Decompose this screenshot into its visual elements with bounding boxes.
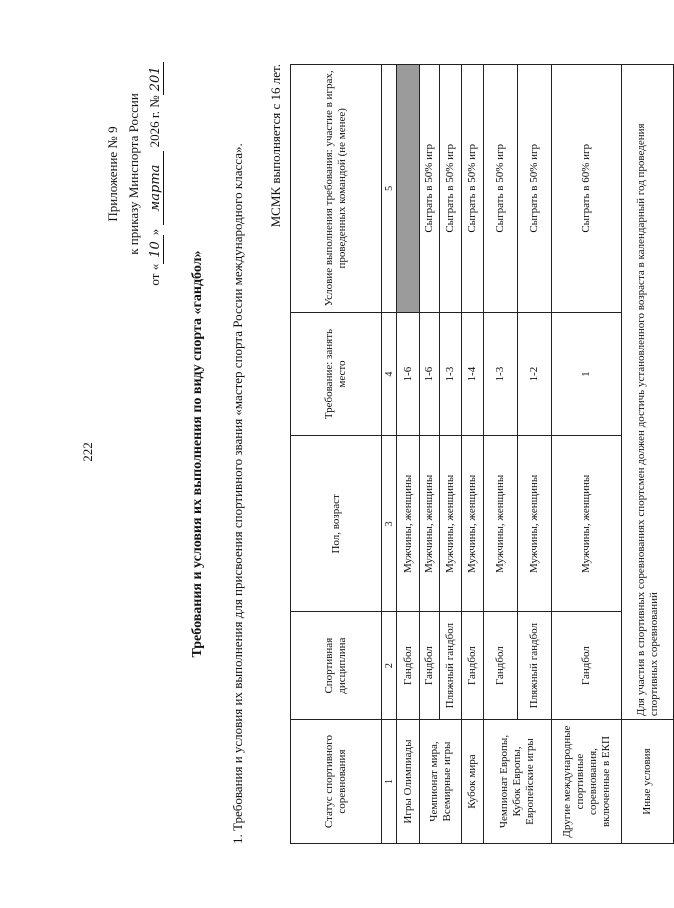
status-cell: Чемпионат мира, Всемирные игры	[420, 720, 462, 844]
header-cell: Пол, возраст	[291, 436, 382, 612]
place-cell: 1-2	[518, 312, 552, 436]
condition-cell: Сыграть в 50% игр	[440, 65, 462, 313]
column-number: 3	[382, 436, 397, 612]
condition-cell: Сыграть в 50% игр	[462, 65, 484, 313]
table-row-other-conditions	[622, 65, 674, 844]
status-cell: Чемпионат Европы, Кубок Европы, Европейские игры	[484, 720, 552, 844]
date-prefix: от «	[147, 263, 162, 286]
place-cell: 1-3	[440, 312, 462, 436]
sex-age-cell: Мужчины, женщины	[518, 436, 552, 612]
sex-age-cell: Мужчины, женщины	[440, 436, 462, 612]
status-cell: Другие международные спортивные соревнования, включенные в ЕКП	[552, 720, 622, 844]
age-note: МСМК выполняется с 16 лет.	[268, 64, 283, 228]
column-number: 1	[382, 720, 397, 844]
table-row	[552, 65, 622, 844]
discipline-cell: Гандбол	[420, 612, 440, 720]
document-title: Требования и условия их выполнения по виду спорта «гандбол»	[190, 250, 205, 658]
sex-age-cell: Мужчины, женщины	[397, 436, 420, 612]
discipline-cell: Пляжный гандбол	[518, 612, 552, 720]
place-cell: 1	[552, 312, 622, 436]
appendix-header	[102, 24, 165, 324]
other-conditions-label: Иные условия	[622, 720, 674, 844]
condition-cell: Сыграть в 50% игр	[518, 65, 552, 313]
appendix-date-line	[144, 24, 165, 324]
table-row	[397, 65, 420, 844]
table-header-row	[291, 65, 382, 844]
place-cell: 1-6	[397, 312, 420, 436]
discipline-cell: Гандбол	[484, 612, 518, 720]
appendix-order-ref: к приказу Минспорта России	[126, 93, 141, 255]
sex-age-cell: Мужчины, женщины	[484, 436, 518, 612]
column-number: 4	[382, 312, 397, 436]
column-number: 2	[382, 612, 397, 720]
date-year: 2026 г. №	[147, 95, 162, 148]
place-cell: 1-6	[420, 312, 440, 436]
discipline-cell: Гандбол	[397, 612, 420, 720]
date-day-handwritten: 10	[148, 235, 164, 264]
table-number-row	[382, 65, 397, 844]
sex-age-cell: Мужчины, женщины	[552, 436, 622, 612]
sex-age-cell: Мужчины, женщины	[462, 436, 484, 612]
header-cell: Спортивная дисциплина	[291, 612, 382, 720]
column-number: 5	[382, 65, 397, 313]
order-number-handwritten: 201	[148, 62, 164, 95]
date-month-handwritten: марта	[148, 151, 164, 226]
rotated-content	[40, 24, 660, 884]
discipline-cell: Гандбол	[462, 612, 484, 720]
header-cell: Условие выполнения требования: участие в играх, проведенных командой (не менее)	[291, 65, 382, 313]
discipline-cell: Гандбол	[552, 612, 622, 720]
other-conditions-text: Для участия в спортивных соревнованиях спортсмен должен достичь установленного возраста в календарный год проведения спортивных соревнований	[622, 65, 674, 720]
condition-cell-shaded	[397, 65, 420, 313]
sex-age-cell: Мужчины, женщины	[420, 436, 440, 612]
requirements-paragraph: 1. Требования и условия их выполнения для присвоения спортивного звания «мастер спорта России международного класса».	[230, 143, 245, 844]
date-mid: »	[147, 228, 162, 236]
discipline-cell: Пляжный гандбол	[440, 612, 462, 720]
header-cell: Статус спортивного соревнования	[291, 720, 382, 844]
appendix-number: Приложение № 9	[105, 126, 120, 222]
table-row	[462, 65, 484, 844]
header-cell: Требование: занять место	[291, 312, 382, 436]
status-cell: Кубок мира	[462, 720, 484, 844]
condition-cell: Сыграть в 60% игр	[552, 65, 622, 313]
table-row	[420, 65, 440, 844]
place-cell: 1-4	[462, 312, 484, 436]
requirements-table	[290, 64, 674, 844]
table-row	[484, 65, 518, 844]
place-cell: 1-3	[484, 312, 518, 436]
condition-cell: Сыграть в 50% игр	[420, 65, 440, 313]
condition-cell: Сыграть в 50% игр	[484, 65, 518, 313]
status-cell: Игры Олимпиады	[397, 720, 420, 844]
page-number: 222	[80, 442, 95, 462]
